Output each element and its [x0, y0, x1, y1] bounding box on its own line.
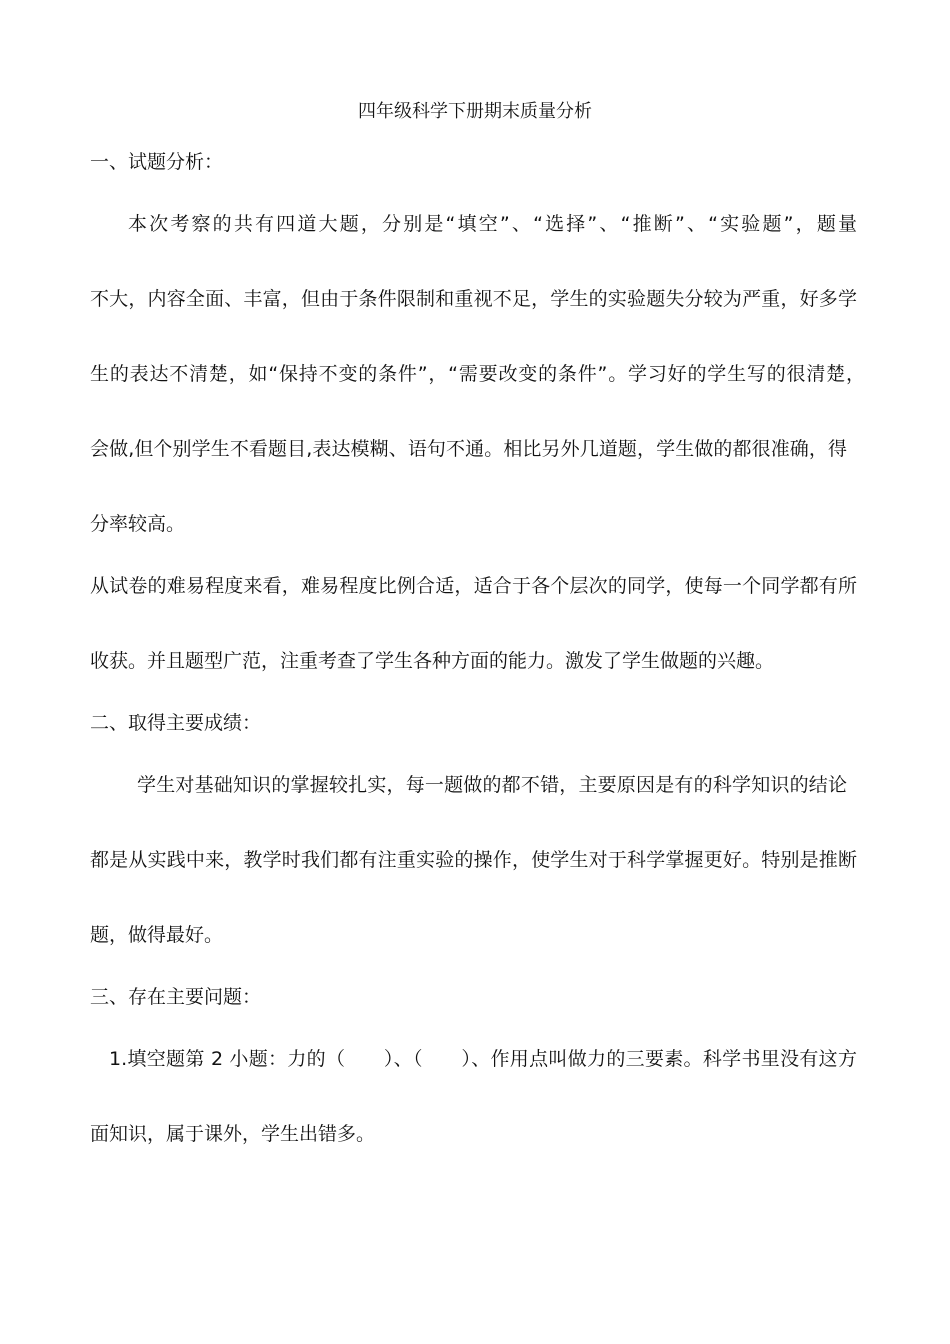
- paragraph-line: 学生对基础知识的掌握较扎实，每一题做的都不错，主要原因是有的科学知识的结论: [137, 774, 847, 796]
- paragraph-line: 1.填空题第 2 小题：力的（ ）、（ ）、作用点叫做力的三要素。科学书里没有这方: [109, 1048, 857, 1070]
- paragraph-line: 会做,但个别学生不看题目,表达模糊、语句不通。相比另外几道题，学生做的都很准确，得: [90, 438, 847, 460]
- paragraph-line: 题，做得最好。: [90, 924, 224, 946]
- section-heading-3: 三、存在主要问题：: [90, 986, 262, 1008]
- paragraph-line: 收获。并且题型广范，注重考查了学生各种方面的能力。激发了学生做题的兴趣。: [90, 650, 775, 672]
- paragraph-line: 分率较高。: [90, 513, 186, 535]
- paragraph-line: 本次考察的共有四道大题，分别是“填空”、“选择”、“推断”、“实验题”，题量: [128, 213, 857, 235]
- section-heading-1: 一、试题分析：: [90, 151, 224, 173]
- section-heading-2: 二、取得主要成绩：: [90, 712, 262, 734]
- paragraph-line: 面知识，属于课外，学生出错多。: [90, 1123, 376, 1145]
- paragraph-line: 都是从实践中来，教学时我们都有注重实验的操作，使学生对于科学掌握更好。特别是推断: [90, 849, 857, 871]
- document-title: 四年级科学下册期末质量分析: [358, 101, 592, 122]
- paragraph-line: 不大，内容全面、丰富，但由于条件限制和重视不足，学生的实验题失分较为严重，好多学: [90, 288, 857, 310]
- paragraph-line: 生的表达不清楚，如“保持不变的条件”，“需要改变的条件”。学习好的学生写的很清楚，: [90, 363, 865, 385]
- paragraph-line: 从试卷的难易程度来看，难易程度比例合适，适合于各个层次的同学，使每一个同学都有所: [90, 575, 857, 597]
